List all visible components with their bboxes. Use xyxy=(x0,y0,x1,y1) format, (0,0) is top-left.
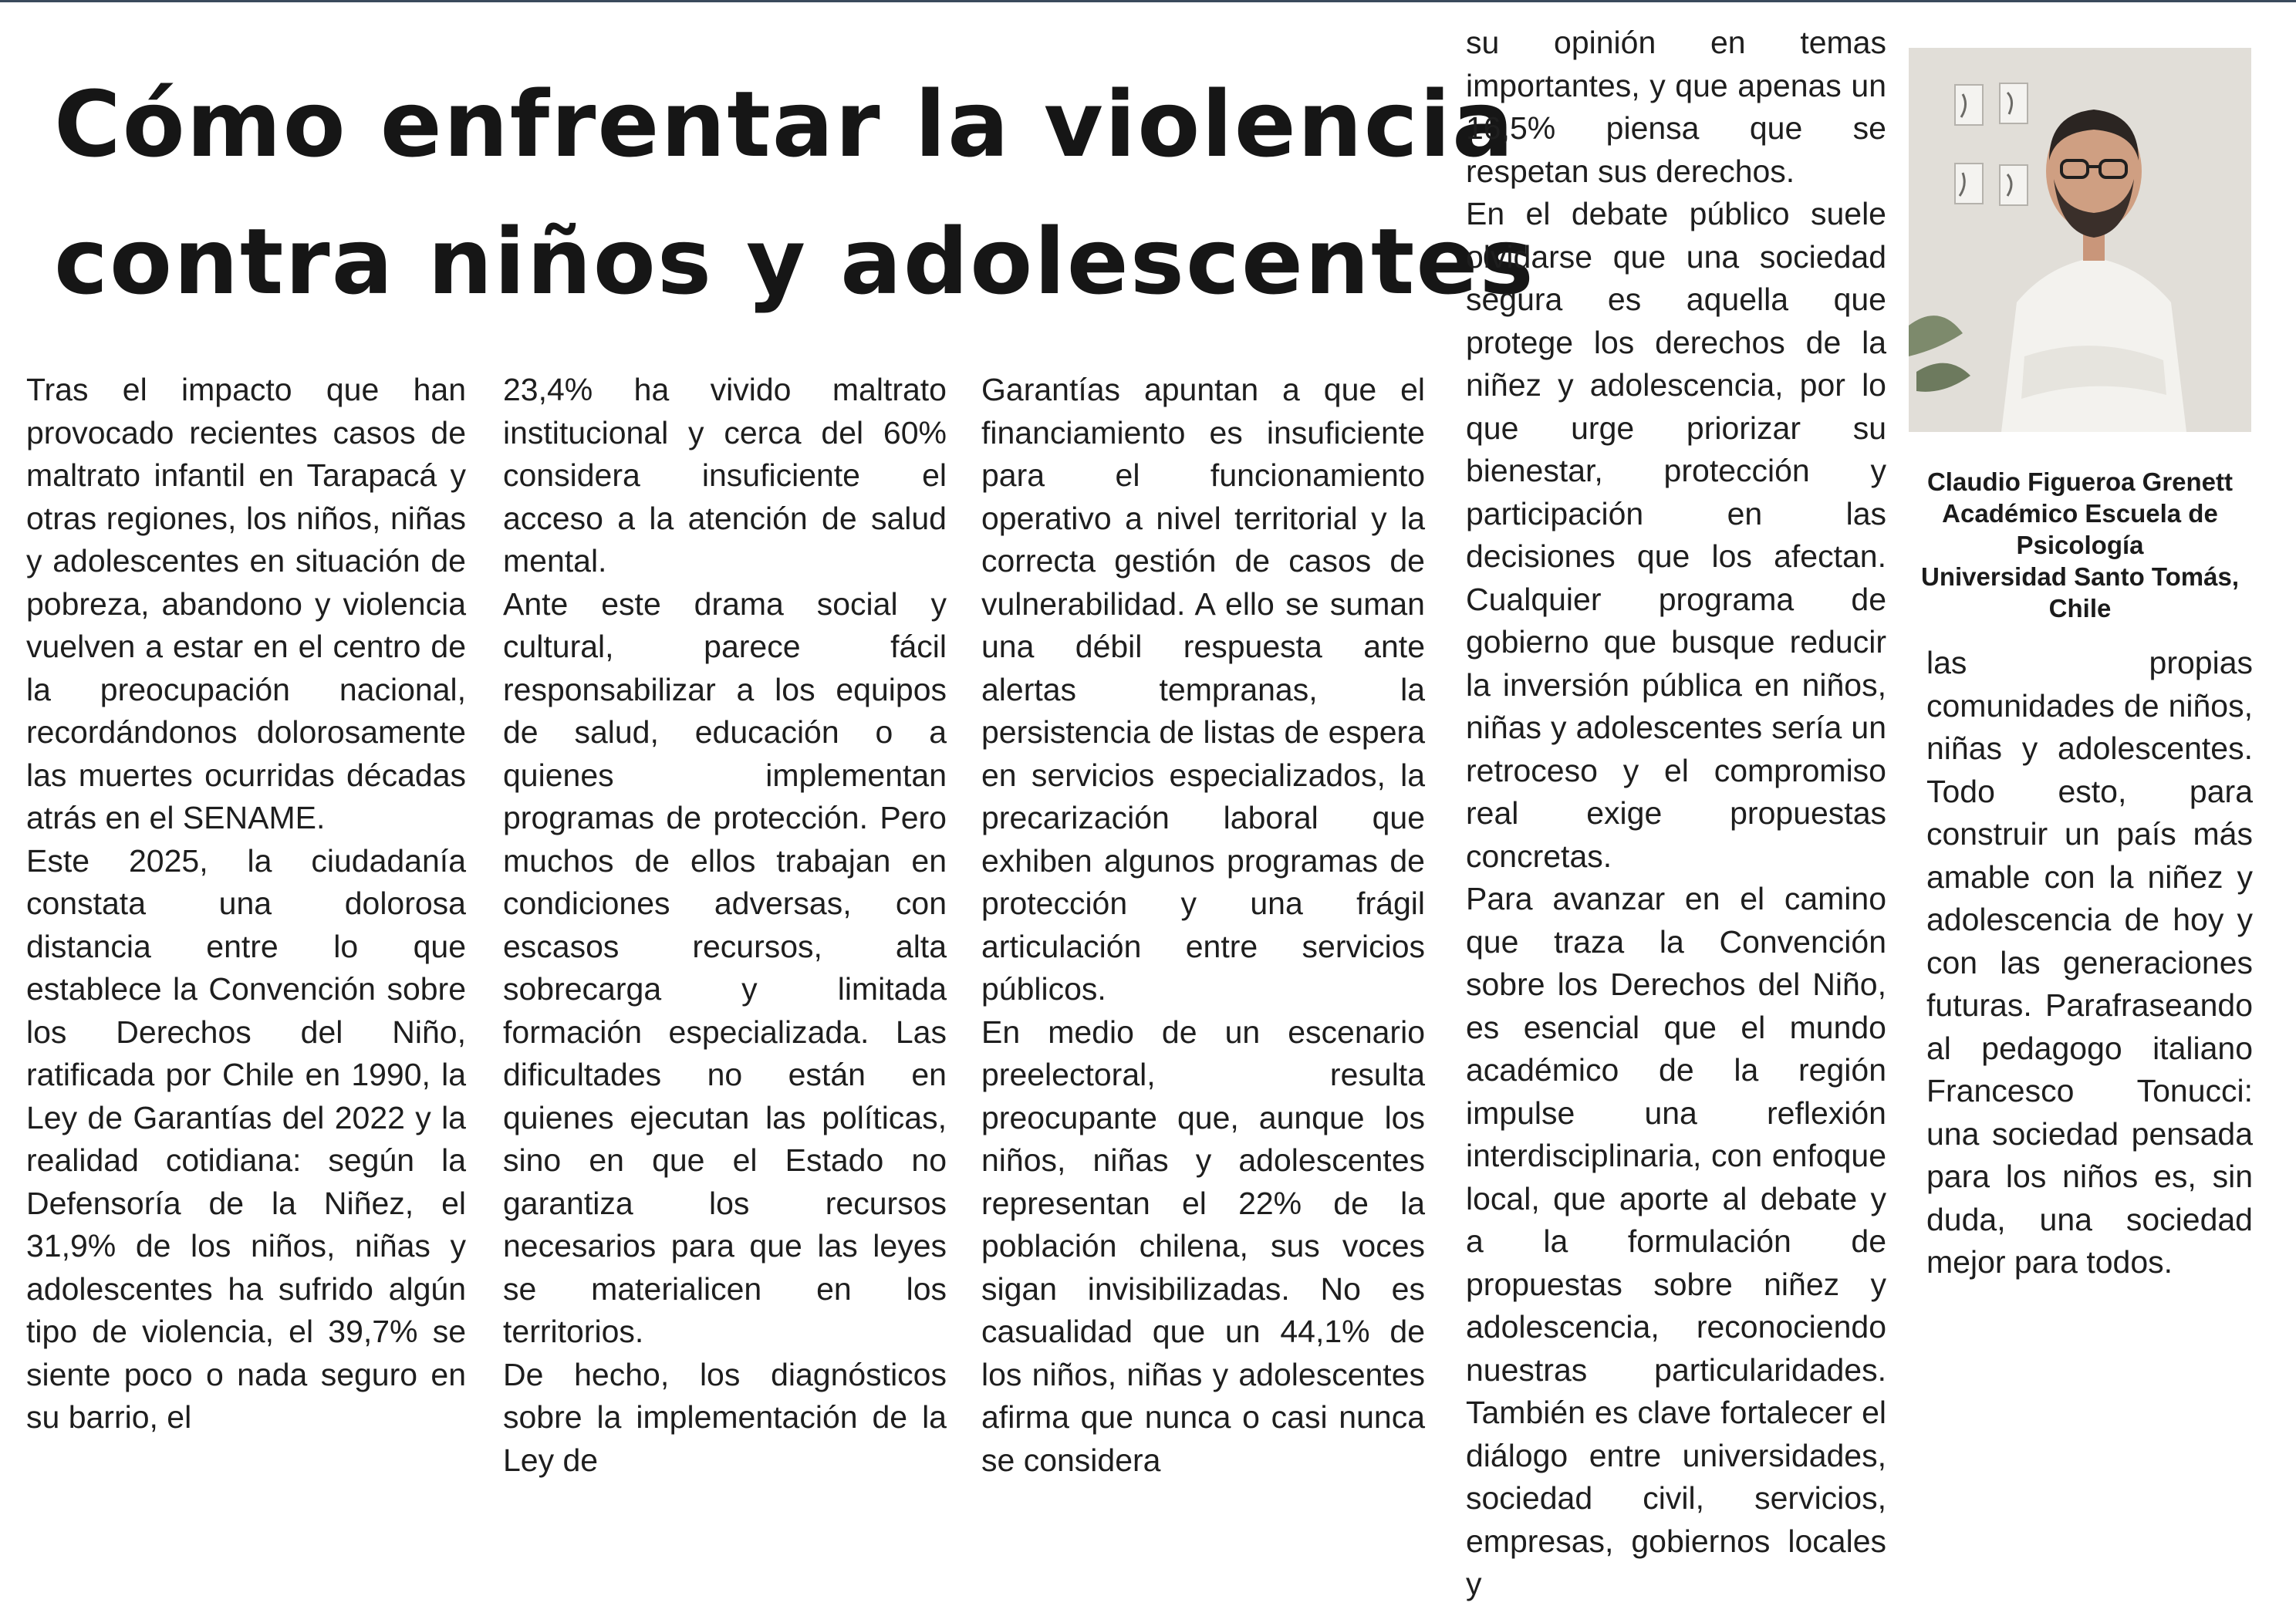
author-name: Claudio Figueroa Grenett xyxy=(1926,467,2234,496)
article-column-5 xyxy=(1926,642,2253,1284)
paragraph: Tras el impacto que han provocado recientes casos de maltrato infantil en Tarapacá y otras regiones, los niños, niñas y adolescentes en situación de pobreza, abandono y violencia vuelven a estar en el centro de la preocupación nacional, recordándonos dolorosamente las muertes ocurridas décadas atrás en el SENAME. xyxy=(26,372,466,835)
paragraph: Garantías apuntan a que el financiamiento es insuficiente para el funcionamiento operativo a nivel territorial y la correcta gestión de casos de vulnerabilidad. A ello se suman una débil respuesta ante alertas tempranas, la persistencia de listas de espera en servicios especializados, la precarización laboral que exhiben algunos programas de protección y una frágil articulación entre servicios públicos. xyxy=(981,372,1425,1007)
article-column-1 xyxy=(26,369,466,1439)
paragraph: De hecho, los diagnósticos sobre la implementación de la Ley de xyxy=(503,1356,947,1478)
author-role-line-2: Psicología xyxy=(2016,531,2144,559)
headline-line-1: Cómo enfrentar la violencia xyxy=(54,71,1515,177)
top-rule xyxy=(0,0,2296,2)
author-institution-line-1: Universidad Santo Tomás, xyxy=(1921,562,2239,591)
article-column-2 xyxy=(503,369,947,1482)
author-role-line-1: Académico Escuela de xyxy=(1942,499,2218,528)
article-column-4 xyxy=(1466,22,1886,1606)
paragraph: Este 2025, la ciudadanía constata una dolorosa distancia entre lo que establece la Convención sobre los Derechos del Niño, ratificada por Chile en 1990, la Ley de Garantías del 2022 y la realidad cotidiana: según la Defensoría de la Niñez, el 31,9% de los niños, niñas y adolescentes ha sufrido algún tipo de violencia, el 39,7% se siente poco o nada seguro en su barrio, el xyxy=(26,842,466,1435)
headline-line-2: contra niños y adolescentes xyxy=(54,208,1535,315)
paragraph: 23,4% ha vivido maltrato institucional y cerca del 60% considera insuficiente el acceso a la atención de salud mental. xyxy=(503,372,947,579)
author-institution-line-2: Chile xyxy=(2048,594,2112,622)
paragraph: En medio de un escenario preelectoral, resulta preocupante que, aunque los niños, niñas y adolescentes representan el 22% de la población chilena, sus voces sigan invisibilizadas. No es casualidad que un 44,1% de los niños, niñas y adolescentes afirma que nunca o casi nunca se considera xyxy=(981,1014,1425,1478)
paragraph: En el debate público suele olvidarse que una sociedad segura es aquella que protege los derechos de la niñez y adolescencia, por lo que urge priorizar su bienestar, protección y participación en las decisiones que los afectan. Cualquier programa de gobierno que busque reducir la inversión pública en niños, niñas y adolescentes sería un retroceso y el compromiso real exige propuestas concretas. xyxy=(1466,196,1886,874)
paragraph: las propias comunidades de niños, niñas y adolescentes. Todo esto, para construir un país más amable con la niñez y adolescencia de hoy y con las generaciones futuras. Parafraseando al pedagogo italiano Francesco Tonucci: una sociedad pensada para los niños es, sin duda, una sociedad mejor para todos. xyxy=(1926,645,2253,1280)
author-photo xyxy=(1909,48,2251,432)
paragraph: Para avanzar en el camino que traza la Convención sobre los Derechos del Niño, es esencial que el mundo académico de la región impulse una reflexión interdisciplinaria, con enfoque local, que aporte al debate y a la formulación de propuestas sobre niñez y adolescencia, reconociendo nuestras particularidades. También es clave fortalecer el diálogo entre universidades, sociedad civil, servicios, empresas, gobiernos locales y xyxy=(1466,881,1886,1601)
paragraph: su opinión en temas importantes, y que apenas un 16,5% piensa que se respetan sus derechos. xyxy=(1466,25,1886,189)
article-column-3 xyxy=(981,369,1425,1482)
headline xyxy=(54,56,1535,330)
paragraph: Ante este drama social y cultural, parece fácil responsabilizar a los equipos de salud, educación o a quienes implementan programas de protección. Pero muchos de ellos trabajan en condiciones adversas, con escasos recursos, alta sobrecarga y limitada formación especializada. Las dificultades no están en quienes ejecutan las políticas, sino en que el Estado no garantiza los recursos necesarios para que las leyes se materialicen en los territorios. xyxy=(503,585,947,1349)
author-caption xyxy=(1910,466,2250,624)
